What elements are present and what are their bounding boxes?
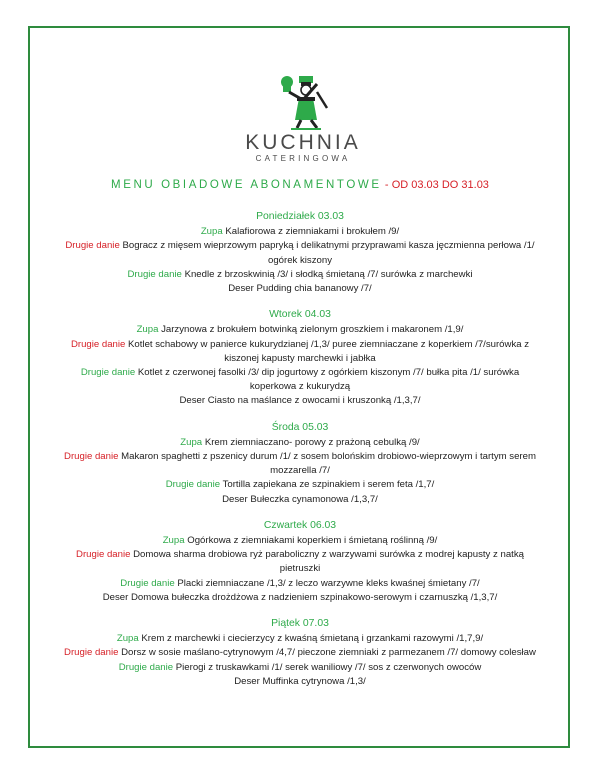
item-text: Kotlet z czerwonej fasolki /3/ dip jogurtowy z ogórkiem kiszonym /7/ bułka pita /1/ surówka koperkowa z kukurydzą — [137, 367, 520, 393]
item-label: Deser — [179, 395, 206, 407]
menu-item — [58, 239, 542, 267]
brand-subtitle: CATERINGOWA — [255, 154, 351, 163]
brand-name: KUCHNIA — [245, 131, 361, 154]
item-label: Drugie danie — [76, 549, 131, 561]
menu-item — [58, 394, 542, 408]
item-text: Domowa bułeczka drożdżowa z nadzieniem szpinakowo-serowym i czarnuszką /1,3,7/ — [130, 591, 498, 603]
menu-item — [58, 268, 542, 282]
day-title: Piątek 07.03 — [271, 618, 329, 630]
day-section — [58, 210, 542, 296]
menu-item — [58, 534, 542, 548]
menu-item — [58, 436, 542, 450]
item-label: Drugie danie — [65, 240, 120, 252]
day-section — [58, 519, 542, 605]
item-text: Tortilla zapiekana ze szpinakiem i serem feta /1,7/ — [222, 479, 435, 491]
day-section — [58, 421, 542, 507]
title-dates: OD 03.03 DO 31.03 — [391, 179, 489, 191]
menu-item — [58, 577, 542, 591]
day-title: Poniedziałek 03.03 — [256, 211, 344, 222]
item-text: Krem ziemniaczano- porowy z prażoną cebulką /9/ — [204, 436, 420, 448]
menu-item — [58, 646, 542, 660]
item-label: Drugie danie — [64, 647, 119, 659]
menu-item — [58, 548, 542, 576]
item-label: Drugie danie — [165, 479, 221, 491]
title-text: MENU OBIADOWE ABONAMENTOWE — [111, 179, 382, 191]
day-title: Czwartek 06.03 — [263, 519, 337, 531]
chef-logo-icon — [273, 70, 333, 130]
day-title: Środa 05.03 — [271, 421, 329, 433]
item-text: Knedle z brzoskwinią /3/ i słodką śmietaną /7/ surówka z marchewki — [184, 268, 473, 280]
item-text: Jarzynowa z brokułem botwinką zielonym groszkiem i makaronem /1,9/ — [161, 324, 464, 336]
day-title: Wtorek 04.03 — [269, 309, 331, 321]
day-section — [58, 617, 542, 689]
item-label: Drugie danie — [120, 577, 175, 589]
item-text: Domowa sharma drobiowa ryż paraboliczny z warzywami surówka z modrej kapusty z natką pietruszki — [133, 549, 524, 575]
item-text: Pudding chia bananowy /7/ — [256, 283, 372, 295]
item-text: Ciasto na maślance z owocami i kruszonką /1,3,7/ — [207, 395, 421, 407]
item-text: Kotlet schabowy w panierce kukurydzianej /1,3/ puree ziemniaczane z koperkiem /7/surówka z kiszonej kapusty marchewki i jabłka — [128, 338, 530, 364]
item-text: Kalafiorowa z ziemniakami i brokułem /9/ — [225, 226, 400, 238]
item-text: Placki ziemniaczane /1,3/ z leczo warzywne kleks kwaśnej śmietany /7/ — [177, 577, 480, 589]
item-label: Zupa — [162, 535, 185, 547]
menu-item — [58, 675, 542, 689]
menu-item — [58, 366, 542, 394]
item-label: Deser — [234, 675, 260, 687]
item-label: Deser — [228, 283, 254, 295]
menu-list — [58, 210, 542, 701]
item-text: Pierogi z truskawkami /1/ serek waniliowy /7/ sos z czerwonych owoców — [175, 661, 482, 673]
menu-item — [58, 478, 542, 492]
item-label: Zupa — [116, 633, 139, 645]
item-label: Drugie danie — [70, 338, 126, 350]
item-text: Muffinka cytrynowa /1,3/ — [262, 675, 366, 687]
menu-item — [58, 450, 542, 478]
item-label: Drugie danie — [118, 661, 174, 673]
item-text: Bułeczka cynamonowa /1,3,7/ — [250, 493, 378, 505]
item-text: Krem z marchewki i ciecierzycy z kwaśną śmietaną i grzankami razowymi /1,7,9/ — [141, 633, 484, 645]
day-section — [58, 308, 542, 408]
menu-item — [58, 591, 542, 605]
page-title — [0, 179, 600, 191]
item-label: Drugie danie — [80, 367, 136, 379]
item-label: Drugie danie — [64, 451, 119, 463]
item-label: Drugie danie — [127, 268, 182, 280]
menu-item — [58, 225, 542, 239]
logo — [238, 70, 368, 170]
menu-item — [58, 323, 542, 337]
item-label: Zupa — [136, 324, 159, 336]
item-text: Dorsz w sosie maślano-cytrynowym /4,7/ pieczone ziemniaki z parmezanem /7/ domowy colesław — [121, 647, 536, 659]
item-text: Bogracz z mięsem wieprzowym papryką i delikatnymi przyprawami kasza jęczmienna perłowa /1/ ogórek kiszony — [122, 240, 535, 266]
menu-item — [58, 282, 542, 296]
title-dash: - — [384, 179, 389, 191]
item-label: Deser — [222, 493, 248, 505]
menu-item — [58, 338, 542, 366]
menu-item — [58, 632, 542, 646]
item-text: Ogórkowa z ziemniakami koperkiem i śmietaną roślinną /9/ — [187, 535, 438, 547]
item-text: Makaron spaghetti z pszenicy durum /1/ z sosem bolońskim drobiowo-wieprzowym i tartym serem mozzarella /7/ — [121, 451, 536, 477]
item-label: Deser — [102, 591, 129, 603]
menu-item — [58, 493, 542, 507]
item-label: Zupa — [180, 436, 203, 448]
menu-item — [58, 661, 542, 675]
item-label: Zupa — [200, 226, 223, 238]
